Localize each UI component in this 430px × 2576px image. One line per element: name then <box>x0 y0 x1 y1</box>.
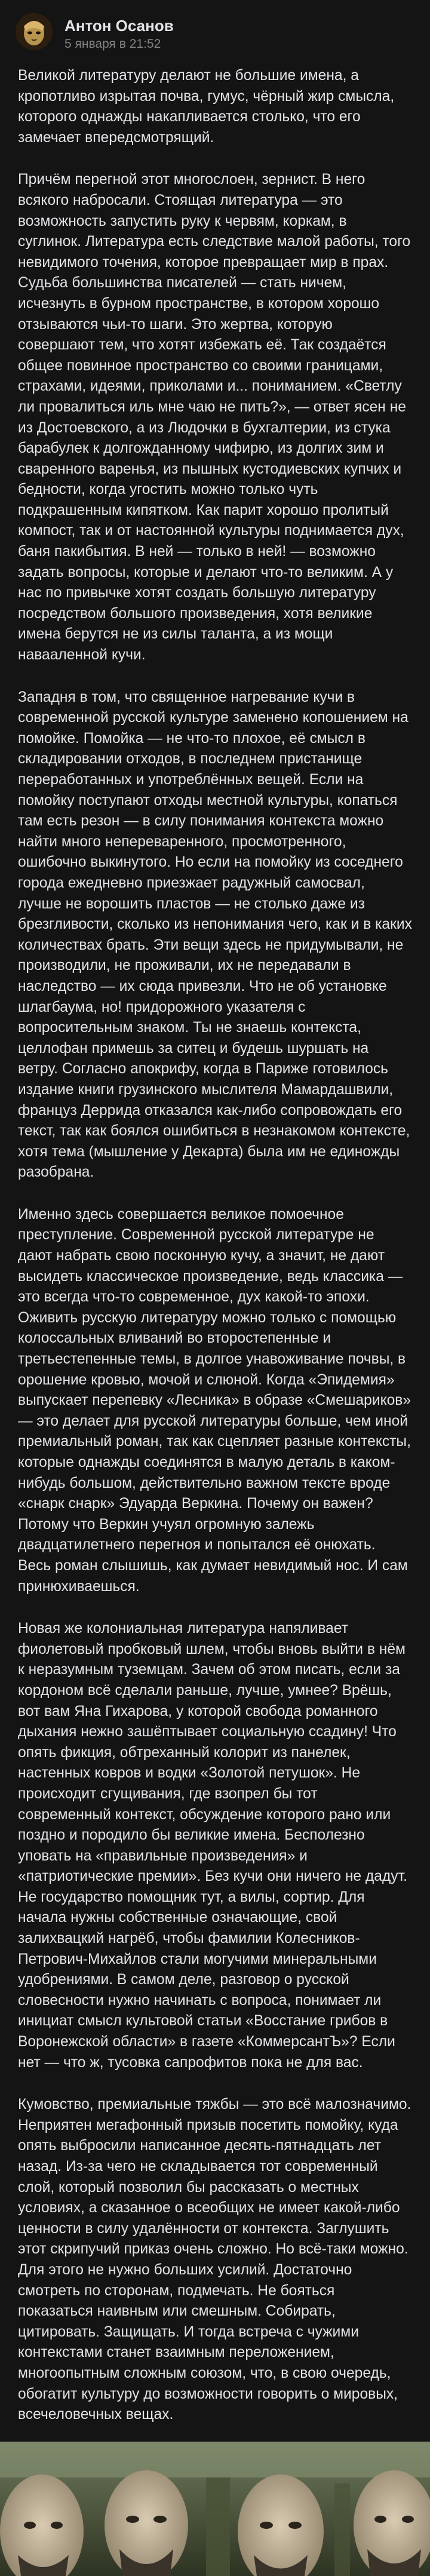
post-paragraph: Именно здесь совершается великое помоечное преступление. Современной русской литературе не дают набрать свою посконную кучу, а значит, не дают высидеть классическое произведение, ведь классика — это всегда что-то современное, дух какой-то эпохи. Оживить русскую литературу можно только с помощью колоссальных вливаний во второстепенные и третьестепенные темы, в долгое унавоживание почвы, в орошение кровью, мочой и слюной. Когда «Эпидемия» выпускает перепевку «Лесника» в образе «Смешариков» — это делает для русской литературы больше, чем иной премиальный роман, так как сцепляет разные контексты, которые однажды соединятся в малую деталь в каком-нибудь большом, действительно важном тексте вроде «снарк снарк» Эдуарда Веркина. Почему он важен? Потому что Веркин учуял огромную залежь двадцатилетнего перегноя и попытался её онюхать. Весь роман слышишь, как думает невидимый нос. И сам принюхиваешься. <box>18 1206 411 1595</box>
author-name[interactable]: Антон Осанов <box>64 17 174 35</box>
post-paragraph: Великой литературу делают не большие имена, а кропотливо изрытая почва, гумус, чёрный жир смысла, которого однажды накапливается столько, что его замечает впередсмотрящий. <box>18 67 395 146</box>
post-paragraph: Причём перегной этот многослоен, зернист. В него всякого набросали. Стоящая литература — это возможность запустить руку к червям, коркам, в суглинок. Литература есть следствие малой работы, того невидимого точения, которое превращает мир в прах. Судьба большинства писателей — стать ничем, исчезнуть в бурном пространстве, в котором хорошо отзываются чьи-то шаги. Это жертва, которую совершают тем, что хотят избежать её. Так создаётся общее повинное пространство со своими границами, страхами, идеями, приколами и... пониманием. «Светлу ли провалиться иль мне чаю не пить?», — ответ ясен не из Достоевского, а из Людочки в бухгалтерии, из стука барабулек к долгожданному чифирю, из долгих зим и сваренного варенья, из пышных кустодиевских купчих и бедности, когда угостить можно только чуть подкрашенным кипятком. Как парит хорошо пролитый компост, так и от настоянной культуры поднимается дух, баня пакибытия. В ней — только в ней! — возможно задать вопросы, которые и делают что-то великим. А у нас по привычке хотят создать большую литературу посредством большого произведения, хотя великие имена берутся не из силы таланта, а из мощи навааленной кучи. <box>18 171 411 664</box>
post-text <box>18 66 412 2447</box>
author-avatar[interactable] <box>16 13 53 50</box>
post-date[interactable]: 5 января в 21:52 <box>64 37 161 51</box>
post-paragraph: Западня в том, что священное нагревание кучи в современной русской культуре заменено копошением на помойке. Помойка — не что-то плохое, её смысл в складировании отходов, в последнем пристанище переработанных и употреблённых вещей. Если на помойку поступают отходы местной культуры, копаться там есть резон — в силу понимания контекста можно найти много непереваренного, просмотренного, ошибочно выкинутого. Но если на помойку из соседнего города ежедневно приезжает радужный самосвал, лучше не ворошить пластов — не столько даже из брезгливости, сколько из непонимания чего, как и в каких количествах брать. Эти вещи здесь не придумывали, не производили, не проживали, их не передавали в наследство — их сюда привезли. Что не об установке шлагбаума, но! придорожного указателя с вопросительным знаком. Ты не знаешь контекста, целлофан примешь за ситец и будешь шуршать на ветру. Согласно апокрифу, когда в Париже готовилось издание книги грузинского мыслителя Мамардашвили, француз Деррида отказался как-либо сопровождать его текст, так как боялся ошибиться в незнакомом контексте, хотя тема (мышление у Декарта) была им не единожды разобрана. <box>18 689 412 1181</box>
post-paragraph: Кумовство, премиальные тяжбы — это всё малозначимо. Неприятен мегафонный призыв посетить помойку, куда опять выбросили написанное десять-пятнадцать лет назад. Из-за чего не складывается тот современный слой, который позволил бы рассказать о местных условиях, а сказанное о всеобщих не имеет какой-либо ценности в силу удалённости от контекста. Заглушить этот скрипучий приказ очень сложно. Но всё-таки можно. Для этого не нужно больших усилий. Достаточно смотреть по сторонам, подмечать. Не бояться показаться наивным или смешным. Собирать, цитировать. Защищать. И тогда встреча с чужими контекстами станет взаимным переложением, многоопытным сложным союзом, что, в свою очередь, обогатит культуру до возможности говорить о мировых, всечеловечных вещах. <box>18 2096 411 2423</box>
post-paragraph: Новая же колониальная литература напяливает фиолетовый пробковый шлем, чтобы вновь выйти в нём к неразумным туземцам. Зачем об этом писать, если за кордоном всё сделали раньше, лучше, умнее? Врёшь, вот вам Яна Гихарова, у которой свобода романного дыхания нежно зашёптывает социальную ссадину! Что опять фикция, обтреханный колорит из панелек, настенных ковров и водки «Золотой петушок». Не происходит сгущивания, где взопрел бы тот современный контекст, обсуждение которого рано или поздно и породило бы великие имена. Бесполезно уповать на «правильные произведения» и «патриотические премии». Без кучи они ничего не дадут. Не государство помощник тут, а вилы, сортир. Для начала нужны собственные означающие, свой залихвацкий нагрёб, чтобы фамилии Колесников-Петрович-Михайлов стали могучими минеральными удобрениями. В самом деле, разговор о русской словесности нужно начинать с вопроса, понимает ли инициат смысл культовой статьи «Восстание грибов в Воронежской области» в газете «КоммерсантЪ»? Если нет — что ж, тусовка сапрофитов пока не для вас. <box>18 1620 407 2071</box>
post-photo[interactable] <box>0 2442 430 2576</box>
post-header <box>0 0 430 60</box>
